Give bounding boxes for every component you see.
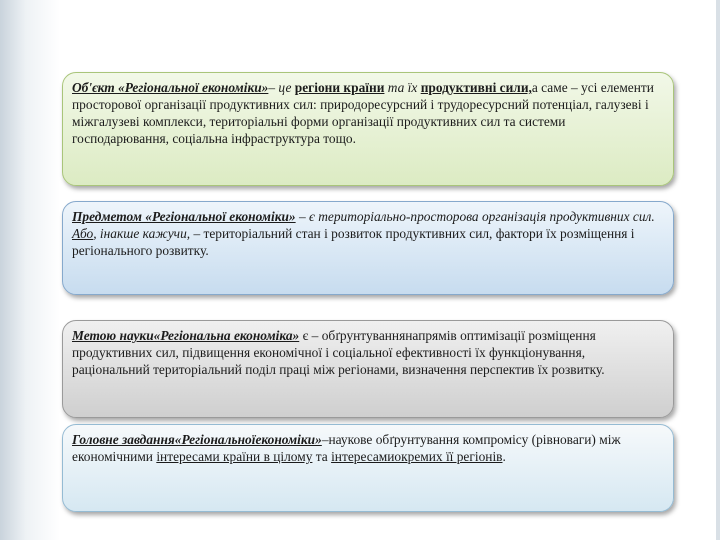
main-task-period: . <box>502 449 506 464</box>
main-task-card <box>62 424 674 512</box>
object-dash: – це <box>268 80 295 95</box>
slide-right-edge <box>716 0 720 540</box>
goal-text <box>72 327 663 378</box>
object-productive-forces: продуктивні сили, <box>420 80 532 95</box>
main-task-body: –наукове обґрунтування компромісу (рівноваги) між економічними <box>72 432 621 464</box>
main-task-text <box>72 431 663 465</box>
object-connector: та їх <box>384 80 421 95</box>
object-heading: Об'єкт «Регіональної економіки» <box>72 80 269 95</box>
main-task-region-interests: інтересамиокремих її регіонів <box>331 449 503 464</box>
subject-heading: Предметом «Регіональної економіки» <box>72 209 296 224</box>
object-card <box>62 72 674 186</box>
object-text <box>72 79 663 147</box>
object-body: а саме – усі елементи просторової організації продуктивних сил: природоресурсний і трудоресурсний потенціал, галузеві і міжгалузеві комплекси, територіальні форми організації продуктивних сил та системи господарювання, соціальна інфраструктура тощо. <box>72 80 654 146</box>
goal-card <box>62 320 674 418</box>
goal-heading: Метою науки«Регіональна економіка» <box>72 328 300 343</box>
subject-or: Або <box>72 226 94 241</box>
subject-in-other-words: , інакше кажучи, <box>93 226 194 241</box>
subject-text <box>72 208 663 259</box>
goal-body: є – обґрунтуваннянапрямів оптимізації розміщення продуктивних сил, підвищення економічної і соціальної ефективності їх функціонування, раціональний територіальний поділ праці між регіонами, визначення перспектив їх розвитку. <box>72 328 605 377</box>
subject-card <box>62 201 674 295</box>
subject-definition: – є територіально-просторова організація продуктивних сил. <box>295 209 655 224</box>
main-task-connector: та <box>312 449 332 464</box>
subject-body: – територіальний стан і розвиток продуктивних сил, фактори їх розміщення і регіонального розвитку. <box>72 226 635 258</box>
object-regions: регіони країни <box>294 80 385 95</box>
main-task-heading: Головне завдання«Регіональноїекономіки» <box>72 432 322 447</box>
main-task-country-interests: інтересами країни в цілому <box>156 449 313 464</box>
